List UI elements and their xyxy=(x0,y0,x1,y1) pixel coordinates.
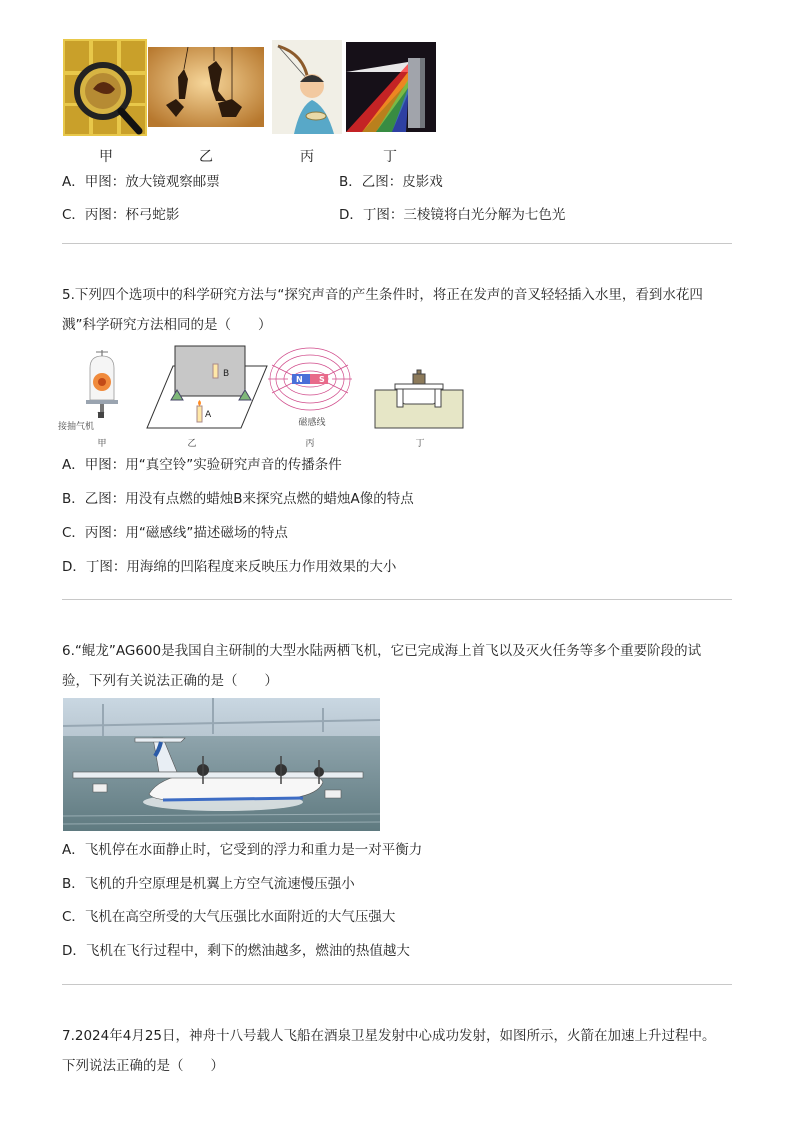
separator xyxy=(62,984,732,985)
fig-caption-bing: 丙 xyxy=(305,439,315,449)
label-pump: 接抽气机 xyxy=(58,422,95,432)
q5-option-c[interactable]: C．丙图：用“磁感线”描述磁场的特点 xyxy=(62,525,288,541)
image-ding-prism xyxy=(346,42,436,132)
fig-caption-ding: 丁 xyxy=(415,439,425,449)
q6-option-a[interactable]: A．飞机停在水面静止时，它受到的浮力和重力是一对平衡力 xyxy=(62,842,423,858)
label-magnet-s: S xyxy=(319,375,325,384)
label-field-lines: 磁感线 xyxy=(298,418,326,428)
q4-option-a[interactable]: A．甲图：放大镜观察邮票 xyxy=(62,174,220,190)
q5-option-d[interactable]: D．丁图：用海绵的凹陷程度来反映压力作用效果的大小 xyxy=(62,559,397,575)
caption-ding: 丁 xyxy=(383,149,397,165)
q6-stem-line1: 6.“鲲龙”AG600是我国自主研制的大型水陆两栖飞机，它已完成海上首飞以及灭火任务等多个重要阶段的试 xyxy=(62,643,702,659)
q7-stem xyxy=(62,1021,732,1081)
q5-option-b[interactable]: B．乙图：用没有点燃的蜡烛B来探究点燃的蜡烛A像的特点 xyxy=(62,491,414,507)
figure-jia-vacuum-bell xyxy=(60,348,130,420)
q4-option-c[interactable]: C．丙图：杯弓蛇影 xyxy=(62,207,180,223)
separator xyxy=(62,599,732,600)
q6-stem xyxy=(62,636,732,696)
q5-stem-line2: 溅”科学研究方法相同的是（ ） xyxy=(62,317,272,333)
q6-stem-line2: 验，下列有关说法正确的是（ ） xyxy=(62,673,278,689)
separator xyxy=(62,243,732,244)
q5-option-a[interactable]: A．甲图：用“真空铃”实验研究声音的传播条件 xyxy=(62,457,342,473)
label-magnet-n: N xyxy=(296,375,303,384)
caption-yi: 乙 xyxy=(199,149,213,165)
figure-ding-sponge xyxy=(373,364,465,430)
q5-stem xyxy=(62,280,732,340)
fig-caption-yi: 乙 xyxy=(187,439,197,449)
caption-bing: 丙 xyxy=(300,149,314,165)
label-candle-a: A xyxy=(205,410,212,420)
q6-option-d[interactable]: D．飞机在飞行过程中，剩下的燃油越多，燃油的热值越大 xyxy=(62,943,410,959)
q7-stem-line2: 下列说法正确的是（ ） xyxy=(62,1058,224,1074)
image-ag600-seaplane xyxy=(63,698,380,831)
figure-bing-field-lines xyxy=(268,345,352,413)
image-jia-magnifier-stamps xyxy=(63,39,147,136)
image-yi-shadow-play xyxy=(148,47,264,127)
q4-option-d[interactable]: D．丁图：三棱镜将白光分解为七色光 xyxy=(339,207,566,223)
q6-option-c[interactable]: C．飞机在高空所受的大气压强比水面附近的大气压强大 xyxy=(62,909,396,925)
q4-option-b[interactable]: B．乙图：皮影戏 xyxy=(339,174,443,190)
q7-stem-line1: 7.2024年4月25日，神舟十八号载人飞船在酒泉卫星发射中心成功发射，如图所示，火箭在加速上升过程中。 xyxy=(62,1028,716,1044)
label-candle-b: B xyxy=(223,369,230,379)
caption-jia: 甲 xyxy=(99,149,113,165)
image-bing-bow-reflection xyxy=(272,40,342,134)
q5-stem-line1: 5.下列四个选项中的科学研究方法与“探究声音的产生条件时，将正在发声的音叉轻轻插入水里，看到水花四 xyxy=(62,287,703,303)
q6-option-b[interactable]: B．飞机的升空原理是机翼上方空气流速慢压强小 xyxy=(62,876,355,892)
fig-caption-jia: 甲 xyxy=(97,439,107,449)
